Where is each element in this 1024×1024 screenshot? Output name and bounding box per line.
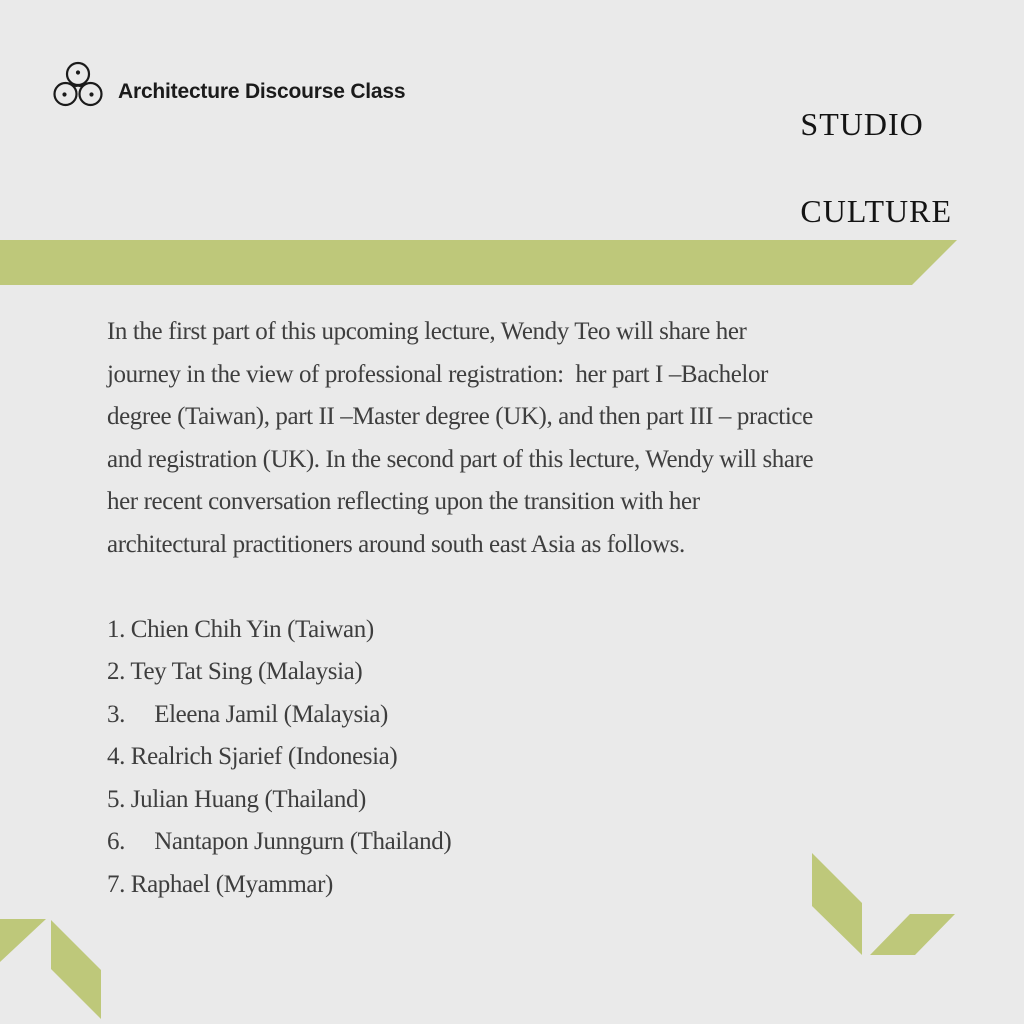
list-item: 7. Raphael (Myammar) [107,870,333,898]
paragraph-line: her recent conversation reflecting upon the transition with her [107,488,700,515]
paragraph-line: journey in the view of professional registration: her part I –Bachelor [107,360,768,388]
list-item: 2. Tey Tat Sing (Malaysia) [107,658,363,685]
bottom-right-flat-parallelogram-shape [870,914,955,955]
bottom-left-triangle-shape [0,919,46,962]
list-item: 5. Julian Huang (Thailand) [107,785,366,813]
paragraph-list-gap [107,566,937,609]
trefoil-logo-icon [50,60,106,110]
lecture-description [107,311,937,906]
list-item: 4. Realrich Sjarief (Indonesia) [107,743,398,770]
accent-band [0,240,957,285]
paragraph-line: and registration (UK). In the second part of this lecture, Wendy will share [107,445,814,473]
brand-title: Architecture Discourse Class [118,80,406,103]
wordmark-line-1: STUDIO [800,106,924,142]
paragraph-line: architectural practitioners around south east Asia as follows. [107,530,685,558]
list-item: 6. Nantapon Junngurn (Thailand) [107,828,452,855]
brand-header [50,60,405,110]
paragraph-line: degree (Taiwan), part II –Master degree (UK), and then part III – practice [107,403,813,430]
list-item: 1. Chien Chih Yin (Taiwan) [107,615,374,643]
paragraph-line: In the first part of this upcoming lecture, Wendy Teo will share her [107,318,747,345]
list-item: 3. Eleena Jamil (Malaysia) [107,700,388,728]
wordmark-line-2: CULTURE [800,193,952,229]
bottom-left-parallelogram-shape [51,920,101,1019]
